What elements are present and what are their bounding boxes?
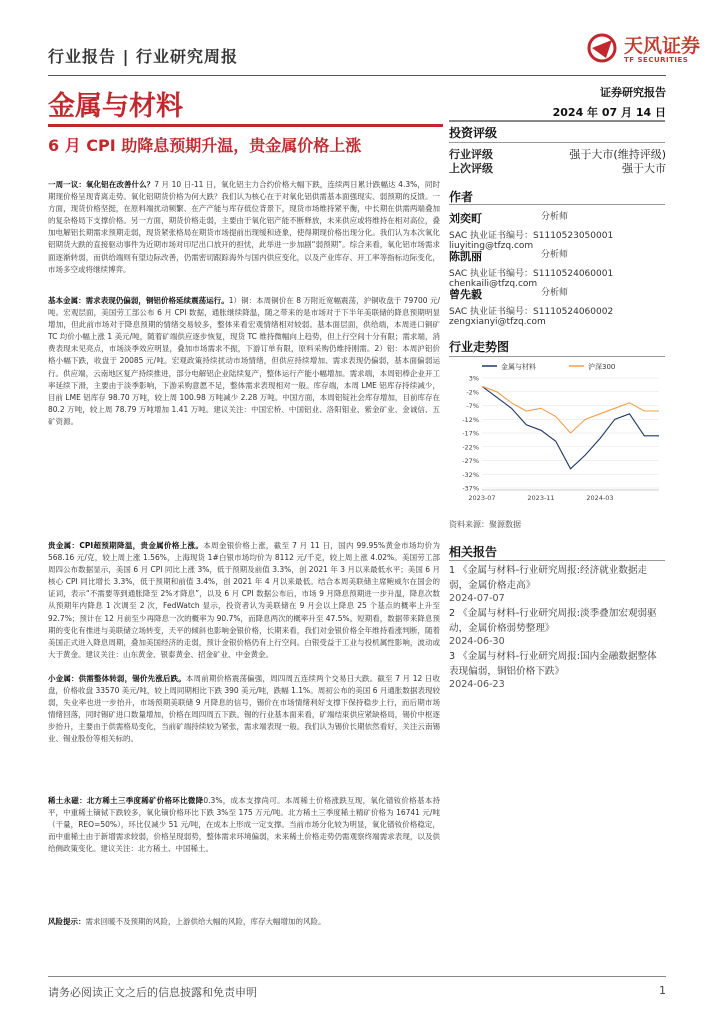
- previous-rating-label: 上次评级: [449, 162, 493, 175]
- legend-label-csi300: 沪深300: [588, 363, 616, 371]
- previous-rating-value: 强于大市: [622, 162, 666, 175]
- x-tick-label: 2024-03: [586, 494, 614, 502]
- paragraph-lead: 一周一议：氧化铝在改善什么？: [48, 180, 155, 189]
- x-tick-label: 2023-11: [527, 494, 555, 502]
- paragraph-lead: 小金属：供需整体转弱，锡价先涨后跌。: [48, 674, 186, 683]
- series-line-metals: [482, 386, 659, 469]
- report-date: 2024 年 07 月 14 日: [552, 106, 666, 119]
- paragraph-text: 本周前期价格震荡偏强，周四周五连续两个交易日大跌。截至 7 月 12 日收盘，价格收盘 33570 美元/吨，较上周同期相比下跌 390 美元/吨，跌幅 1.1%。周初公布的美国 6 月通胀数据表现较弱，失业率也进一步抬升，市场预期美联储 9 月降息的信号，锡价在市场情绪利好支撑下保持稳步上行，而后期市场情绪回落，同时锡矿进口数量增加，价格在周四周五下跌。锡的行业基本面来看，矿端结束供应紧缺格局，锡价中枢逐步抬升，主要由于供需格局变化，当前矿端持续较为紧张，需求端表现一般。我们认为锡价长期依然看好，关注云南锡业、锡业股份等相关标的。: [48, 674, 440, 744]
- x-tick-label: 2023-07: [468, 494, 496, 502]
- logo-subtitle: TF SECURITIES: [624, 56, 689, 64]
- paragraph-text: 1）铜：本周铜价在 8 万附近宽幅震荡，沪铜收盘于 79700 元/吨。宏观层面，美国劳工部公布 6 月 CPI 数据，通胀继续降温，随之带来的是市场对于下半年美联储的降息预期明显增加，但此前市场对于降息预期的情绪交易较多，整体来看宏观情绪相对较弱。基本面层面，供给端，本周进口铜矿 TC 均价小幅上涨 1 美元/吨，随着矿端供应逐步恢复，现货 TC 维持微幅向上趋势，但上行空间十分有限；需求端，消费表现未见亮点，市场淡季效应明显，叠加市场需求不振，下游订单有限，原料采购仍维持刚需。2）铝：本周沪铝价格小幅下跌，收盘于 20085 元/吨。宏观政策持续扰动市场情绪，但供应持续增加、需求表现仍偏弱，基本面偏弱运行。供应端，云南地区复产持续推进，部分电解铝企业陆续复产，整体运行产能小幅增加。需求端，本周铝棒企业开工率延续下滑，主要由于淡季影响，下游采购意愿不足，整体需求表现相对一般。库存端，本周 LME 铝库存持续减少，目前 LME 铝库存 98.70 万吨，较上周 100.98 万吨减少 2.28 万吨。中国方面，本周铝锭社会库存增加，目前库存在 80.2 万吨，较上周 78.79 万吨增加 1.41 万吨。建议关注：中国宏桥、中国铝业、洛阳钼业、紫金矿业、金诚信、五矿资源。: [48, 296, 440, 426]
- paragraph-risk: [48, 916, 440, 930]
- paragraph-base-metals: [48, 295, 440, 526]
- author-name: 曾先毅: [449, 288, 482, 301]
- related-item[interactable]: 1 《金属与材料-行业研究周报:经济就业数据走弱，金属价格走高》: [449, 565, 648, 591]
- author-role: 分析师: [541, 250, 569, 260]
- footer-rule: [48, 976, 666, 977]
- related-date: 2024-06-30: [449, 636, 505, 647]
- series-line-csi300: [482, 386, 659, 433]
- legend-label-metals: 金属与材料: [501, 363, 536, 371]
- page-number: 1: [659, 984, 666, 997]
- author-email[interactable]: liuyiting@tfzq.com: [449, 241, 534, 251]
- logo-name: 天风证券: [624, 35, 701, 57]
- rating-divider: [449, 142, 665, 143]
- y-tick-label: -7%: [466, 402, 479, 410]
- industry-rating-value: 强于大市(维持评级): [569, 148, 666, 161]
- sector-title: 金属与材料: [48, 91, 183, 122]
- related-date: 2024-07-07: [449, 593, 505, 604]
- title-rule: [48, 124, 443, 127]
- report-category: 行业报告 | 行业研究周报: [48, 47, 238, 66]
- paragraph-lead: 基本金属：需求表现仍偏弱，铜铝价格延续震荡运行。: [48, 296, 229, 305]
- chart-divider: [449, 356, 665, 357]
- paragraph-lead: 风险提示：: [48, 917, 86, 926]
- y-tick-label: -27%: [462, 457, 479, 465]
- related-list: [449, 564, 665, 690]
- report-headline: 6 月 CPI 助降息预期升温，贵金属价格上涨: [48, 136, 362, 155]
- y-tick-label: -37%: [462, 484, 479, 493]
- author-email[interactable]: zengxianyi@tfzq.com: [449, 317, 546, 327]
- paragraph-text: 0.3%，成本支撑尚可。本周稀土价格涨跌互现，氧化镨钕价格基本持平，中重稀土镝铽下跌较多，氧化镝价格环比下跌 3%至 175 万元/吨。北方稀土三季度稀土精矿价格为 16741 元/吨（干量，REO=50%），环比仅减少 51 元/吨，在成本上形成一定支撑。当前市场分化较为明显，氧化镨钕价格稳定，而中重稀土由于新增需求较弱，价格呈现弱势，整体需求环境偏弱，未来稀土价格走势仍需观察终端需求表现，以及供给侧政策变化。建议关注：北方稀土、中国稀土。: [48, 796, 440, 854]
- y-tick-label: -22%: [462, 443, 479, 452]
- y-tick-label: -32%: [462, 470, 479, 479]
- logo-icon: [584, 28, 624, 68]
- related-divider: [449, 560, 665, 561]
- authors-heading: 作者: [449, 190, 474, 204]
- author-cert: SAC 执业证书编号：S1110524060001: [449, 269, 614, 279]
- paragraph-rare-earth: [48, 795, 440, 903]
- header-rule: [48, 75, 666, 76]
- sidebar-rule: [449, 120, 665, 122]
- author-block-3: [449, 283, 665, 327]
- paragraph-text: 需求回暖不及预期的风险，上游供给大幅的风险，库存大幅增加的风险。: [85, 917, 326, 926]
- y-tick-label: -12%: [462, 415, 479, 424]
- paragraph-precious-metals: [48, 540, 440, 660]
- author-name: 刘奕町: [449, 212, 482, 225]
- authors-divider: [449, 204, 665, 205]
- chart-source: 资料来源：聚源数据: [449, 520, 521, 529]
- paragraph-text: 本周金银价格上涨，截至 7 月 11 日，国内 99.95%黄金市场均价为 568.16 元/克，较上周上涨 1.56%，上海现货 1#白银市场均价为 8112 元/千克，较上周上涨 4.02%。美国劳工部周四公布数据显示，美国 6 月 CPI 同比上涨 3%，低于预期及前值 3.3%，创 2021 年 3 月以来最低水平；美国 6 月核心 CPI 同比增长 3.3%，低于预期和前值 3.4%，创 2021 年 4 月以来最低。结合本周美联储主席鲍威尔在国会的证词，表示“不需要等到通胀降至 2%才降息”，以及 6 月 CPI 数据公布后，市场 9 月降息预期进一步升温，降息次数从预期年内降息 1 次调至 2 次，FedWatch 显示，投资者认为美联储在 9 月会以上降息 25 个基点的概率上升至 92.7%；预计在 12 月前至少再降息一次的概率为 90.7%，而降息两次的概率升至 47.5%。短期看，数据带来降息预期的变化有推进与美联储立场转变，天平的倾斜也影响金银价格，长期来看，我们对金银价格全年维持看涨判断，随着美国正式进入降息周期，叠加美国经济的走弱，预计金银价格仍有上行空间。白银受益于工业与投机属性影响，波动或大于黄金。建议关注：山东黄金、银泰黄金、招金矿业、中金黄金。: [48, 541, 440, 659]
- paragraph-lead: 贵金属：CPI超预期降温，贵金属价格上涨。: [48, 541, 204, 550]
- related-item[interactable]: 3 《金属与材料-行业研究周报:国内金融数据整体表现偏弱，铜铝价格下跌》: [449, 651, 657, 677]
- related-date: 2024-06-23: [449, 679, 505, 690]
- paragraph-text: 7 月 10 日-11 日，氧化铝主力合约价格大幅下跌，连续两日累计跌幅达 4.3%，同时期现价格呈现背离走势。氧化铝期货价格为何大跌？我们认为核心在于对氧化铝供需基本面强现实、弱预期的反馈。一方面，现货价格坚挺，在原料端扰动频繁、在产产能与库存低位背景下，现货市场维持紧平衡，中长期在供需两端叠加的复杂格局下支撑价格。另一方面，期货价格走弱，主要由于氧化铝产能不断释放，未来供应或将维持在相对高位，叠加电解铝长期需求预期走弱，现货紧张格局在期货市场提前出现缓和迹象，使得期现价格出现分化。我们认为本次氧化铝期货大跌的直接驱动事件为近期市场对印尼出口放开的担忧，此举进一步加剧“弱预期”。综合来看，氧化铝市场需求面逐渐转弱，而供给端则有望边际改善，仍需密切跟踪海外与国内供应变化，以及产业库存、开工率等指标边际变化，市场多空或将继续博弈。: [48, 180, 440, 274]
- author-cert: SAC 执业证书编号：S1110524060002: [449, 307, 614, 317]
- author-cert: SAC 执业证书编号：S1110523050001: [449, 231, 614, 241]
- y-tick-label: -2%: [466, 388, 479, 397]
- author-name: 陈凯丽: [449, 250, 482, 263]
- author-email[interactable]: chenkaili@tfzq.com: [449, 279, 538, 289]
- industry-rating-label: 行业评级: [449, 148, 493, 161]
- paragraph-weekly-topic: [48, 179, 440, 299]
- report-type: 证券研究报告: [600, 86, 666, 99]
- rating-heading: 投资评级: [449, 126, 498, 140]
- author-role: 分析师: [541, 288, 569, 298]
- author-role: 分析师: [541, 212, 569, 222]
- related-item[interactable]: 2 《金属与材料-行业研究周报:淡季叠加宏观弱驱动，金属价格弱势整理》: [449, 608, 657, 634]
- trend-chart: [449, 358, 665, 510]
- y-tick-label: 3%: [468, 374, 479, 383]
- related-heading: 相关报告: [449, 545, 498, 559]
- paragraph-lead: 稀土永磁：北方稀土三季度稀矿价格环比微降: [48, 796, 204, 805]
- y-tick-label: -17%: [462, 429, 479, 438]
- chart-heading: 行业走势图: [449, 340, 510, 354]
- footer-disclaimer: 请务必阅读正文之后的信息披露和免责申明: [48, 986, 257, 999]
- paragraph-minor-metals: [48, 673, 440, 781]
